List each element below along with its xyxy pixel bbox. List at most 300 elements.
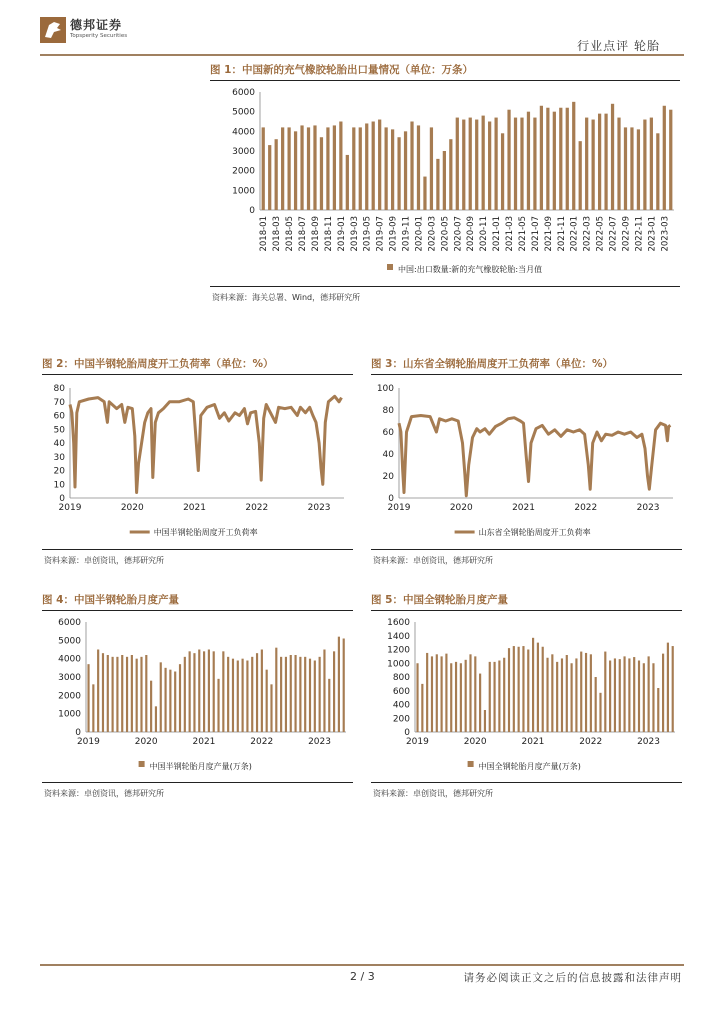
x-tick-label: 2020-03 [427, 216, 438, 252]
figure-3-chart [371, 378, 682, 546]
bar [623, 656, 625, 732]
bar [460, 663, 462, 732]
bar [585, 118, 588, 210]
figure-5-title: 图 5：中国全钢轮胎月度产量 [371, 594, 508, 606]
x-tick-label: 2023 [308, 737, 331, 747]
x-tick-label: 2021-05 [517, 216, 528, 252]
bar [189, 651, 191, 732]
bar [179, 664, 181, 732]
bar [669, 110, 672, 210]
bar [208, 650, 210, 733]
bar [514, 118, 517, 210]
y-tick-label: 60 [382, 428, 394, 438]
x-tick-label: 2019-05 [362, 216, 373, 252]
bar [365, 123, 368, 210]
bar [262, 127, 265, 210]
bar [561, 658, 563, 732]
bar [287, 127, 290, 210]
bar [667, 643, 669, 732]
bar [456, 118, 459, 210]
y-tick-label: 20 [53, 466, 65, 477]
y-tick-label: 4000 [58, 654, 81, 665]
x-tick-label: 2022 [579, 737, 603, 747]
y-tick-label: 1000 [232, 186, 255, 197]
bar [520, 118, 523, 210]
bar [270, 684, 272, 732]
bar [299, 657, 301, 732]
y-tick-label: 6000 [232, 88, 255, 98]
bar [333, 651, 335, 732]
figure-1-title: 图 1：中国新的充气橡胶轮胎出口量情况（单位：万条） [210, 64, 473, 76]
figure-1-source-rule [210, 286, 680, 287]
bar [662, 654, 664, 732]
x-tick-label: 2021 [192, 737, 216, 747]
bar [462, 120, 465, 210]
x-tick-label: 2023-03 [660, 216, 671, 252]
x-tick-label: 2022-11 [634, 216, 645, 252]
y-tick-label: 0 [404, 728, 410, 738]
x-tick-label: 2018-03 [272, 216, 283, 252]
bar [507, 110, 510, 210]
y-tick-label: 5000 [58, 636, 81, 647]
bar [590, 654, 592, 732]
legend-label: 中国全钢轮胎月度产量(万条) [478, 762, 581, 771]
x-tick-label: 2021 [512, 503, 535, 513]
y-tick-label: 200 [392, 714, 410, 725]
bar [633, 657, 635, 732]
bar [359, 127, 362, 210]
x-tick-label: 2021-09 [543, 216, 554, 252]
bar [97, 650, 99, 733]
y-tick-label: 800 [392, 673, 410, 683]
bar [294, 655, 296, 732]
bar [421, 684, 423, 732]
bar [650, 118, 653, 210]
bar [304, 657, 306, 732]
bar [443, 151, 446, 210]
figure-2-title-rule [42, 374, 353, 375]
figure-3-title: 图 3：山东省全钢轮胎周度开工负荷率（单位：%） [371, 358, 613, 370]
x-tick-label: 2020 [120, 503, 144, 513]
x-tick-label: 2023 [636, 503, 660, 513]
y-tick-label: 20 [382, 472, 394, 482]
x-tick-label: 2022 [250, 737, 274, 747]
report-section: 行业点评 轮胎 [577, 39, 660, 53]
bar [430, 127, 433, 210]
bar [533, 118, 536, 210]
bar [261, 650, 263, 733]
legend-label: 中国半钢轮胎月度产量(万条) [149, 762, 252, 771]
bar [638, 661, 640, 733]
y-tick-label: 1400 [387, 631, 410, 642]
bar [136, 659, 138, 732]
bar [155, 706, 157, 732]
bar [522, 646, 524, 732]
bar [513, 646, 515, 732]
bar [242, 659, 244, 732]
bar [479, 674, 481, 732]
figure-4-chart [42, 614, 353, 780]
bar [285, 657, 287, 732]
x-tick-label: 2021 [183, 503, 206, 513]
bar [184, 657, 186, 732]
bar [611, 104, 614, 210]
bar [648, 656, 650, 732]
x-tick-label: 2019 [58, 503, 82, 513]
bar [275, 648, 277, 732]
bar [498, 661, 500, 733]
bar [203, 651, 205, 732]
y-tick-label: 40 [53, 439, 65, 449]
bar [527, 112, 530, 210]
bar [275, 139, 278, 210]
bar [307, 127, 310, 210]
y-tick-label: 3000 [58, 673, 81, 683]
figure-1-title-rule [210, 80, 680, 81]
bar [465, 660, 467, 732]
bar [656, 133, 659, 210]
figure-4-title: 图 4：中国半钢轮胎月度产量 [42, 594, 179, 606]
y-tick-label: 50 [53, 425, 65, 436]
figure-3-source: 资料来源：卓创资讯，德邦研究所 [373, 556, 493, 565]
x-tick-label: 2019-07 [375, 216, 386, 252]
bar [604, 652, 606, 732]
series-line [70, 396, 342, 492]
x-tick-label: 2020 [449, 503, 473, 513]
x-tick-label: 2021-03 [505, 216, 516, 252]
bar [281, 127, 284, 210]
y-tick-label: 3000 [232, 147, 255, 157]
bar [426, 653, 428, 732]
figure-2-source: 资料来源：卓创资讯，德邦研究所 [44, 556, 164, 565]
bar [198, 650, 200, 733]
bar [614, 658, 616, 732]
x-tick-label: 2021-11 [556, 216, 567, 252]
bar [441, 656, 443, 732]
bar [237, 661, 239, 733]
bar [309, 659, 311, 732]
x-tick-label: 2019 [405, 737, 429, 747]
x-tick-label: 2023-01 [647, 216, 658, 252]
header-rule [40, 54, 684, 56]
bar [657, 688, 659, 732]
bar [222, 651, 224, 732]
bar [617, 118, 620, 210]
bar [150, 681, 152, 732]
bar [352, 127, 355, 210]
y-tick-label: 2000 [58, 691, 81, 702]
x-tick-label: 2019-01 [336, 216, 347, 252]
bar [449, 139, 452, 210]
x-tick-label: 2019 [76, 737, 100, 747]
bar [450, 663, 452, 732]
figure-5-source-rule [371, 782, 682, 783]
bar [609, 661, 611, 733]
bar [333, 125, 336, 210]
y-tick-label: 80 [382, 406, 394, 416]
bar [503, 658, 505, 732]
figure-2-source-rule [42, 549, 353, 550]
bar [537, 643, 539, 732]
bar [475, 120, 478, 210]
bar [102, 653, 104, 732]
y-tick-label: 70 [53, 397, 65, 408]
brand-name: 德邦证券 [70, 18, 123, 32]
x-tick-label: 2019-11 [401, 216, 412, 252]
bar [323, 650, 325, 733]
y-tick-label: 0 [388, 494, 394, 504]
bar [474, 656, 476, 732]
bar [527, 650, 529, 733]
x-tick-label: 2018-09 [310, 216, 321, 252]
legend-label: 中国:出口数量:新的充气橡胶轮胎:当月值 [398, 265, 543, 274]
bar [300, 125, 303, 210]
bar [599, 693, 601, 732]
figure-2-title: 图 2：中国半钢轮胎周度开工负荷率（单位：%） [42, 358, 274, 370]
y-tick-label: 6000 [58, 618, 81, 628]
figure-1-chart [210, 84, 680, 284]
x-tick-label: 2022 [574, 503, 598, 513]
x-tick-label: 2022-05 [595, 216, 606, 252]
bar [624, 127, 627, 210]
bar [595, 677, 597, 732]
bar [628, 658, 630, 732]
bar [540, 106, 543, 210]
bar [566, 655, 568, 732]
bar [213, 651, 215, 732]
bar [251, 657, 253, 732]
bar [619, 659, 621, 732]
brand-english: Topsperity Securities [70, 33, 128, 39]
figure-1-source: 资料来源：海关总署、Wind，德邦研究所 [212, 293, 361, 302]
figure-2-chart [42, 378, 353, 546]
x-tick-label: 2020 [134, 737, 158, 747]
bar [116, 657, 118, 732]
bar [290, 655, 292, 732]
x-tick-label: 2022-01 [569, 216, 580, 252]
bar [559, 108, 562, 210]
bar [494, 118, 497, 210]
bar [575, 658, 577, 732]
y-tick-label: 30 [53, 452, 65, 463]
bar [445, 654, 447, 732]
legend-swatch [387, 264, 393, 270]
y-tick-label: 400 [392, 700, 410, 711]
x-tick-label: 2020 [463, 737, 487, 747]
y-tick-label: 40 [382, 450, 394, 460]
bar [372, 122, 375, 211]
bar [145, 655, 147, 732]
bar [604, 114, 607, 210]
bar [87, 664, 89, 732]
bar [169, 670, 171, 732]
x-tick-label: 2023 [637, 737, 660, 747]
x-tick-label: 2022-09 [621, 216, 632, 252]
y-tick-label: 1000 [387, 659, 410, 670]
figure-5-source: 资料来源：卓创资讯，德邦研究所 [373, 789, 493, 798]
legend-swatch [139, 761, 145, 767]
x-tick-label: 2018-05 [285, 216, 296, 252]
x-tick-label: 2020-11 [479, 216, 490, 252]
y-tick-label: 1000 [58, 709, 81, 720]
bar [385, 127, 388, 210]
bar [643, 663, 645, 732]
footer-rule [40, 964, 684, 966]
y-tick-label: 0 [249, 206, 255, 216]
figure-5-title-rule [371, 610, 682, 611]
x-tick-label: 2019-09 [388, 216, 399, 252]
bar [313, 125, 316, 210]
bar [121, 655, 123, 732]
bar [630, 127, 633, 210]
bar [417, 125, 420, 210]
bar [508, 648, 510, 732]
bar [455, 662, 457, 732]
figure-4-source-rule [42, 782, 353, 783]
x-tick-label: 2019 [387, 503, 411, 513]
x-tick-label: 2023 [307, 503, 331, 513]
y-tick-label: 100 [376, 384, 394, 394]
bar [217, 679, 219, 732]
y-tick-label: 600 [392, 686, 410, 697]
x-tick-label: 2018-01 [259, 216, 270, 252]
bar [294, 131, 297, 210]
bar [339, 122, 342, 211]
y-tick-label: 4000 [232, 127, 255, 138]
x-tick-label: 2022 [245, 503, 269, 513]
company-logo-icon [40, 17, 66, 43]
bar [140, 657, 142, 732]
x-tick-label: 2020-05 [440, 216, 451, 252]
bar [431, 656, 433, 732]
x-tick-label: 2020-09 [466, 216, 477, 252]
bar [391, 129, 394, 210]
legend-label: 中国半钢轮胎周度开工负荷率 [153, 528, 258, 537]
figure-4-source: 资料来源：卓创资讯，德邦研究所 [44, 789, 164, 798]
bar [404, 131, 407, 210]
bar [501, 133, 504, 210]
y-tick-label: 80 [53, 384, 65, 394]
bar [585, 653, 587, 732]
bar [484, 710, 486, 732]
bar [436, 159, 439, 210]
bar [637, 129, 640, 210]
bar [580, 652, 582, 732]
bar [268, 145, 271, 210]
x-tick-label: 2021-07 [530, 216, 541, 252]
x-tick-label: 2021-01 [492, 216, 503, 252]
bar [266, 670, 268, 732]
x-tick-label: 2019-03 [349, 216, 360, 252]
bar [112, 657, 114, 732]
bar [518, 647, 520, 732]
bar [571, 663, 573, 732]
bar [532, 638, 534, 732]
bar [546, 658, 548, 732]
bar [469, 118, 472, 210]
bar [436, 654, 438, 732]
bar [131, 655, 133, 732]
y-tick-label: 10 [53, 480, 65, 491]
x-tick-label: 2018-07 [298, 216, 309, 252]
y-tick-label: 0 [75, 728, 81, 738]
figure-5-chart [371, 614, 682, 780]
page-number: 2 / 3 [350, 970, 375, 983]
bar [328, 679, 330, 732]
x-tick-label: 2022-07 [608, 216, 619, 252]
bar [338, 637, 340, 732]
bar [489, 662, 491, 732]
bar [280, 657, 282, 732]
figure-3-source-rule [371, 549, 682, 550]
bar [542, 647, 544, 732]
bar [598, 114, 601, 210]
bar [546, 108, 549, 210]
bar [410, 122, 413, 211]
figure-3-title-rule [371, 374, 682, 375]
x-tick-label: 2022-03 [582, 216, 593, 252]
bar [482, 116, 485, 210]
bar [652, 663, 654, 732]
y-tick-label: 2000 [232, 166, 255, 177]
y-tick-label: 1200 [387, 645, 410, 656]
bar [378, 120, 381, 210]
bar [493, 662, 495, 732]
bar [416, 663, 418, 732]
bar [193, 653, 195, 732]
bar [92, 684, 94, 732]
bar [232, 659, 234, 732]
y-tick-label: 5000 [232, 107, 255, 118]
bar [397, 137, 400, 210]
bar [672, 646, 674, 732]
bar [160, 662, 162, 732]
bar [319, 657, 321, 732]
bar [343, 639, 345, 733]
bar [326, 127, 329, 210]
bar [164, 668, 166, 732]
bar [469, 654, 471, 732]
x-tick-label: 2018-11 [323, 216, 334, 252]
bar [126, 657, 128, 732]
bar [423, 177, 426, 210]
series-line [399, 416, 671, 496]
bar [227, 657, 229, 732]
bar [566, 108, 569, 210]
bar [572, 102, 575, 210]
bar [579, 141, 582, 210]
y-tick-label: 60 [53, 411, 65, 422]
y-tick-label: 1600 [387, 618, 410, 628]
disclaimer-note: 请务必阅读正文之后的信息披露和法律声明 [463, 972, 682, 984]
bar [553, 112, 556, 210]
bar [174, 672, 176, 733]
x-tick-label: 2020-01 [414, 216, 425, 252]
bar [488, 122, 491, 211]
x-tick-label: 2021 [521, 737, 545, 747]
bar [346, 155, 349, 210]
x-tick-label: 2020-07 [453, 216, 464, 252]
bar [592, 120, 595, 210]
bar [256, 653, 258, 732]
bar [551, 654, 553, 732]
bar [663, 106, 666, 210]
y-tick-label: 0 [59, 494, 65, 504]
figure-4-title-rule [42, 610, 353, 611]
bar [556, 662, 558, 732]
bar [107, 655, 109, 732]
bar [314, 661, 316, 733]
